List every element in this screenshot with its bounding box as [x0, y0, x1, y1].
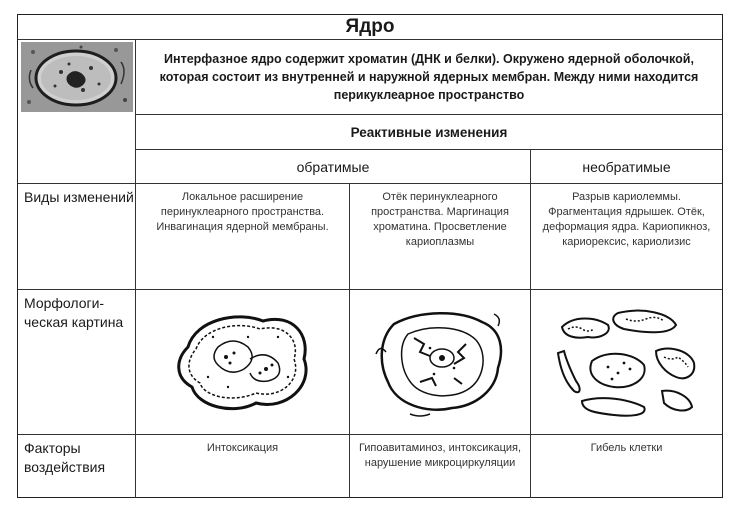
micrograph-image	[21, 42, 133, 112]
page-title: Ядро	[345, 16, 395, 37]
factors-reversible-1: Интоксикация	[206, 442, 279, 454]
morph-drawing-3	[531, 290, 722, 434]
morph-drawing-1	[136, 290, 349, 434]
irreversible-header: необратимые	[582, 158, 671, 175]
reversible-header: обратимые	[296, 158, 370, 175]
kinds-reversible-2: Отёк перинуклеарного пространства. Маргинация хроматина. Просветление кариоплазмы	[371, 191, 509, 248]
kinds-irreversible: Разрыв кариолеммы. Фрагментация ядрышек. Отёк, деформация ядра. Кариопикноз, кариорексис, кариолизис	[542, 191, 711, 248]
kinds-reversible-1: Локальное расширение перинуклеарного пространства. Инвагинация ядерной мембраны.	[156, 191, 329, 233]
factors-irreversible: Гибель клетки	[590, 442, 663, 454]
nucleus-edema-drawing	[370, 304, 510, 420]
row-label-morph: Морфологи-ческая картина	[24, 295, 124, 330]
nucleus-destruction-drawing	[552, 303, 702, 421]
nucleus-invagination-drawing	[168, 307, 318, 417]
row-label-factors: Факторы воздействия	[24, 440, 106, 475]
row-label-kinds: Виды изменений	[24, 189, 134, 205]
nucleus-table	[17, 14, 723, 498]
morph-drawing-2	[350, 290, 530, 434]
reactive-changes-heading: Реактивные изменения	[350, 124, 508, 140]
nucleus-description: Интерфазное ядро содержит хроматин (ДНК и белки). Окружено ядерной оболочкой, которая состоит из внутренней и наружной ядерных мембран. Между ними находится перикуклеарное пространство	[159, 52, 699, 102]
nucleus-micrograph	[19, 41, 134, 113]
factors-reversible-2: Гипоавитаминоз, интоксикация, нарушение микроциркуляции	[358, 442, 522, 469]
